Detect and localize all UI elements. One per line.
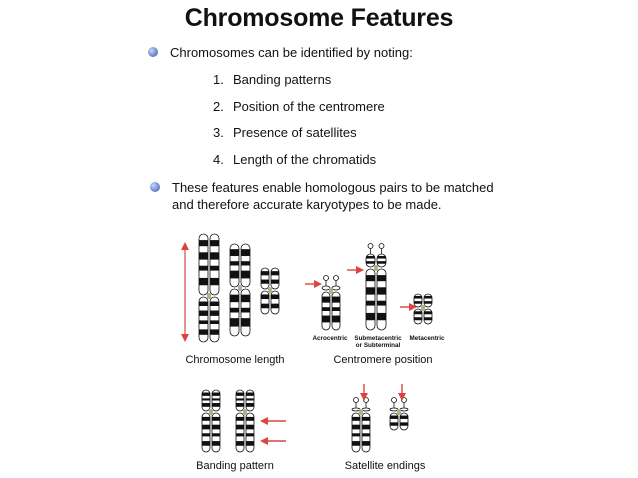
submetacentric-chromosome-satellite (368, 244, 373, 249)
bullet-identify-text: Chromosomes can be identified by noting: (170, 45, 413, 60)
acrocentric-chromosome-centromere (329, 288, 333, 294)
short-chromosome-upper-arm (261, 268, 269, 289)
banding-chromosome-a-upper-arm (202, 390, 210, 411)
satellite-chromosome-b-centromere (397, 409, 401, 415)
feature-num: 4. (213, 152, 224, 167)
satellite-chromosome-a-upper-arm (352, 408, 360, 411)
acrocentric-chromosome-lower-arm (332, 292, 340, 330)
short-chromosome-lower-arm (261, 291, 269, 314)
bullet-homologous-line2: and therefore accurate karyotypes to be made. (172, 197, 442, 212)
long-chromosome-lower-arm (199, 297, 208, 342)
banding-chromosome-b-lower-arm (246, 413, 254, 452)
bullet-homologous-line1: These features enable homologous pairs to be matched (172, 180, 494, 195)
short-chromosome-upper-arm (271, 268, 279, 289)
long-chromosome-upper-arm (199, 234, 208, 295)
metacentric-chromosome-lower-arm (414, 309, 422, 324)
acrocentric-chromosome-satellite (334, 276, 339, 281)
short-chromosome-lower-arm (271, 291, 279, 314)
submetacentric-chromosome-centromere (374, 265, 378, 271)
satellite-chromosome-b-upper-arm (390, 408, 398, 411)
metacentric-chromosome-centromere (421, 305, 425, 311)
metacentric-chromosome-lower-arm (424, 309, 432, 324)
label-submetacentric-line1: Submetacentric (354, 335, 402, 342)
medium-chromosome-centromere (238, 285, 242, 291)
satellite-chromosome-a-satellite (354, 398, 359, 403)
satellite-chromosome-a-centromere (359, 409, 363, 415)
long-chromosome-lower-arm (210, 297, 219, 342)
medium-chromosome-upper-arm (230, 244, 239, 287)
label-submetacentric (350, 336, 406, 349)
satellite-chromosome-a-lower-arm (362, 413, 370, 452)
caption-centromere-position: Centromere position (333, 354, 433, 366)
feature-num: 2. (213, 99, 224, 114)
label-submetacentric-line2: or Subterminal (355, 341, 401, 349)
feature-text: Length of the chromatids (233, 152, 377, 167)
banding-chromosome-a-lower-arm (202, 413, 210, 452)
feature-text: Banding patterns (233, 72, 332, 87)
feature-num: 1. (213, 72, 224, 87)
satellite-chromosome-b-lower-arm (390, 413, 398, 430)
caption-chromosome-length: Chromosome length (185, 354, 285, 366)
acrocentric-chromosome-satellite (324, 276, 329, 281)
metacentric-chromosome-upper-arm (424, 294, 432, 307)
medium-chromosome-lower-arm (241, 289, 250, 336)
submetacentric-chromosome-upper-arm (366, 254, 375, 267)
feature-text: Presence of satellites (233, 125, 357, 140)
submetacentric-chromosome-upper-arm (377, 254, 386, 267)
banding-chromosome-b-centromere (243, 409, 247, 415)
banding-chromosome-a-centromere (209, 409, 213, 415)
banding-chromosome-a-upper-arm (212, 390, 220, 411)
acrocentric-chromosome-upper-arm (322, 286, 330, 290)
banding-chromosome-a-lower-arm (212, 413, 220, 452)
submetacentric-chromosome-lower-arm (377, 269, 386, 330)
banding-chromosome-b-lower-arm (236, 413, 244, 452)
caption-satellite-endings: Satellite endings (344, 460, 426, 472)
short-chromosome-centromere (268, 287, 272, 293)
medium-chromosome-lower-arm (230, 289, 239, 336)
acrocentric-chromosome-upper-arm (332, 286, 340, 290)
banding-chromosome-b-upper-arm (246, 390, 254, 411)
slide-title: Chromosome Features (184, 4, 454, 32)
satellite-chromosome-b-upper-arm (400, 408, 408, 411)
satellite-chromosome-a-lower-arm (352, 413, 360, 452)
acrocentric-chromosome-lower-arm (322, 292, 330, 330)
submetacentric-chromosome-lower-arm (366, 269, 375, 330)
caption-banding-pattern: Banding pattern (196, 460, 274, 472)
label-acrocentric: Acrocentric (312, 335, 348, 342)
feature-text: Position of the centromere (233, 99, 385, 114)
satellite-chromosome-b-lower-arm (400, 413, 408, 430)
satellite-chromosome-b-satellite (392, 398, 397, 403)
metacentric-chromosome-upper-arm (414, 294, 422, 307)
feature-num: 3. (213, 125, 224, 140)
medium-chromosome-upper-arm (241, 244, 250, 287)
long-chromosome-upper-arm (210, 234, 219, 295)
label-metacentric: Metacentric (409, 335, 445, 342)
banding-chromosome-b-upper-arm (236, 390, 244, 411)
satellite-chromosome-a-upper-arm (362, 408, 370, 411)
submetacentric-chromosome-satellite (379, 244, 384, 249)
long-chromosome-centromere (207, 293, 211, 299)
